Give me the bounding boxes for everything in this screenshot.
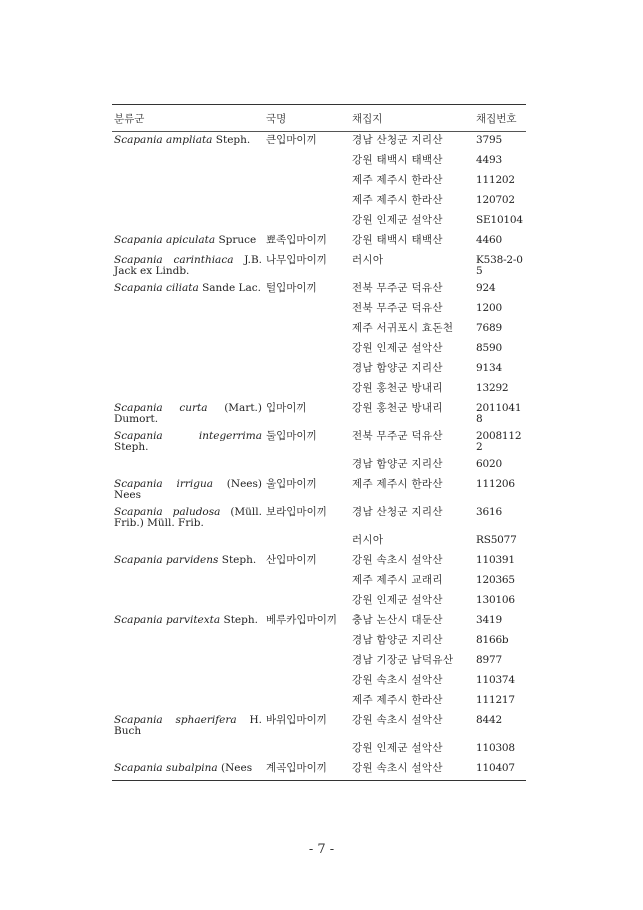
author-citation: (Nees) Nees <box>114 478 262 501</box>
scientific-name: Scapania ampliata <box>114 134 213 146</box>
specimen-number-cell: 110374 <box>476 674 515 686</box>
author-citation: Steph. <box>212 134 251 146</box>
taxon-cell <box>112 692 264 712</box>
korean-name-cell: 큰입마이끼 <box>266 134 317 146</box>
specimen-number-cell: 130106 <box>476 594 515 606</box>
table-row <box>112 672 526 692</box>
locality-cell: 전북 무주군 덕유산 <box>352 430 443 442</box>
header-korean-name: 국명 <box>266 112 287 125</box>
korean-name-cell: 계곡입마이끼 <box>266 762 327 774</box>
locality-cell: 강원 인제군 설악산 <box>352 342 443 354</box>
korean-name-cell <box>264 212 350 232</box>
taxon-cell <box>112 232 264 252</box>
table-row <box>112 456 526 476</box>
table-row <box>112 428 526 456</box>
header-locality: 채집지 <box>352 112 383 125</box>
locality-cell: 제주 제주시 한라산 <box>352 478 443 490</box>
author-citation: (Nees <box>217 762 253 774</box>
specimen-number-cell: 13292 <box>476 382 509 394</box>
locality-cell: 제주 제주시 한라산 <box>352 194 443 206</box>
specimen-number-cell: K538-2-05 <box>476 254 523 277</box>
locality-cell: 강원 속초시 설악산 <box>352 714 443 726</box>
korean-name-cell: 입마이끼 <box>266 402 307 414</box>
locality-cell: 강원 인제군 설악산 <box>352 594 443 606</box>
korean-name-cell <box>264 380 350 400</box>
specimen-number-cell: 120365 <box>476 574 515 586</box>
taxon-cell <box>112 504 264 532</box>
table-row <box>112 652 526 672</box>
taxon-cell <box>112 476 264 504</box>
korean-name-cell: 털입마이끼 <box>266 282 317 294</box>
specimen-number-cell: 20081122 <box>476 430 522 453</box>
taxon-cell <box>112 760 264 781</box>
scientific-name: Scapania carinthiaca <box>114 254 234 266</box>
korean-name-cell <box>264 632 350 652</box>
table-row <box>112 400 526 428</box>
taxon-cell <box>112 252 264 280</box>
specimen-number-cell: 110308 <box>476 742 515 754</box>
locality-cell: 러시아 <box>352 534 384 546</box>
table-row <box>112 504 526 532</box>
taxon-cell <box>112 300 264 320</box>
locality-cell: 경남 함양군 지리산 <box>352 458 443 470</box>
specimen-number-cell: SE10104 <box>476 214 523 226</box>
table-row <box>112 380 526 400</box>
table-row <box>112 212 526 232</box>
scientific-name: Scapania apiculata <box>114 234 216 246</box>
scientific-name: Scapania curta <box>114 402 208 414</box>
locality-cell: 충남 논산시 대둔산 <box>352 614 443 626</box>
table-row <box>112 152 526 172</box>
table-row <box>112 132 526 153</box>
korean-name-cell <box>264 672 350 692</box>
taxon-cell <box>112 380 264 400</box>
specimen-number-cell: 110391 <box>476 554 515 566</box>
taxon-cell <box>112 400 264 428</box>
table-row <box>112 252 526 280</box>
locality-cell: 강원 인제군 설악산 <box>352 742 443 754</box>
taxon-cell <box>112 552 264 572</box>
specimen-number-cell: 120702 <box>476 194 515 206</box>
locality-cell: 강원 홍천군 방내리 <box>352 402 443 414</box>
locality-cell: 강원 속초시 설악산 <box>352 762 443 774</box>
taxon-cell <box>112 132 264 153</box>
taxon-cell <box>112 712 264 740</box>
korean-name-cell <box>264 340 350 360</box>
specimen-number-cell: 4493 <box>476 154 502 166</box>
table-row <box>112 280 526 300</box>
author-citation: (Müll. Frib.) Müll. Frib. <box>114 506 262 529</box>
table-row <box>112 532 526 552</box>
locality-cell: 강원 인제군 설악산 <box>352 214 443 226</box>
specimen-number-cell: 8977 <box>476 654 502 666</box>
author-citation: (Mart.) Dumort. <box>114 402 262 425</box>
author-citation: H. Buch <box>114 714 262 737</box>
korean-name-cell <box>264 152 350 172</box>
table-row <box>112 592 526 612</box>
table-row <box>112 760 526 781</box>
specimen-number-cell: 9134 <box>476 362 502 374</box>
taxon-cell <box>112 360 264 380</box>
locality-cell: 경남 함양군 지리산 <box>352 362 443 374</box>
specimen-number-cell: 111206 <box>476 478 515 490</box>
locality-cell: 경남 산청군 지리산 <box>352 506 443 518</box>
korean-name-cell: 바위입마이끼 <box>266 714 327 726</box>
author-citation: J.B. Jack ex Lindb. <box>114 254 262 277</box>
specimen-number-cell: 110407 <box>476 762 515 774</box>
author-citation: Steph. <box>220 614 258 626</box>
specimen-number-cell: 6020 <box>476 458 502 470</box>
locality-cell: 경남 산청군 지리산 <box>352 134 443 146</box>
locality-cell: 제주 서귀포시 효돈천 <box>352 322 454 334</box>
locality-cell: 경남 함양군 지리산 <box>352 634 443 646</box>
taxon-cell <box>112 192 264 212</box>
specimen-number-cell: 4460 <box>476 234 502 246</box>
korean-name-cell <box>264 652 350 672</box>
specimen-number-cell: 20110418 <box>476 402 522 425</box>
table-row <box>112 360 526 380</box>
korean-name-cell <box>264 572 350 592</box>
specimen-number-cell: 3419 <box>476 614 502 626</box>
table-row <box>112 172 526 192</box>
scientific-name: Scapania paludosa <box>114 506 221 518</box>
locality-cell: 제주 제주시 한라산 <box>352 174 443 186</box>
locality-cell: 러시아 <box>352 254 384 266</box>
korean-name-cell: 울입마이끼 <box>266 478 317 490</box>
taxon-cell <box>112 652 264 672</box>
table-row <box>112 232 526 252</box>
taxon-cell <box>112 632 264 652</box>
specimen-number-cell: RS5077 <box>476 534 517 546</box>
scientific-name: Scapania integerrima <box>114 430 262 442</box>
locality-cell: 강원 태백시 태백산 <box>352 234 443 246</box>
author-citation: Spruce <box>215 234 257 246</box>
table-row <box>112 552 526 572</box>
taxon-cell <box>112 592 264 612</box>
table-row <box>112 612 526 632</box>
korean-name-cell: 둘입마이끼 <box>266 430 317 442</box>
locality-cell: 전북 무주군 덕유산 <box>352 302 443 314</box>
scientific-name: Scapania irrigua <box>114 478 213 490</box>
korean-name-cell <box>264 532 350 552</box>
taxon-cell <box>112 612 264 632</box>
locality-cell: 제주 제주시 교래리 <box>352 574 443 586</box>
table-row <box>112 340 526 360</box>
taxon-cell <box>112 456 264 476</box>
table-row <box>112 572 526 592</box>
specimen-number-cell: 8166b <box>476 634 509 646</box>
scientific-name: Scapania subalpina <box>114 762 218 774</box>
scientific-name: Scapania parvitexta <box>114 614 221 626</box>
specimen-number-cell: 8442 <box>476 714 502 726</box>
table-row <box>112 632 526 652</box>
header-specimen-number: 채집번호 <box>476 112 517 125</box>
table-row <box>112 740 526 760</box>
korean-name-cell: 뾰족입마이끼 <box>266 234 327 246</box>
author-citation: Steph. <box>114 441 149 453</box>
table-row <box>112 320 526 340</box>
korean-name-cell <box>264 456 350 476</box>
taxon-cell <box>112 320 264 340</box>
korean-name-cell <box>264 300 350 320</box>
scientific-name: Scapania sphaerifera <box>114 714 237 726</box>
korean-name-cell <box>264 740 350 760</box>
scientific-name: Scapania ciliata <box>114 282 199 294</box>
table-row <box>112 300 526 320</box>
korean-name-cell: 베루카입마이끼 <box>266 614 338 626</box>
locality-cell: 전북 무주군 덕유산 <box>352 282 443 294</box>
korean-name-cell: 나무입마이끼 <box>266 254 327 266</box>
locality-cell: 제주 제주시 한라산 <box>352 694 443 706</box>
table-body <box>112 132 526 781</box>
specimen-number-cell: 924 <box>476 282 496 294</box>
korean-name-cell <box>264 172 350 192</box>
specimen-number-cell: 7689 <box>476 322 502 334</box>
table-row <box>112 476 526 504</box>
taxon-cell <box>112 340 264 360</box>
taxon-cell <box>112 572 264 592</box>
korean-name-cell <box>264 592 350 612</box>
locality-cell: 강원 속초시 설악산 <box>352 674 443 686</box>
taxon-cell <box>112 532 264 552</box>
taxon-cell <box>112 152 264 172</box>
locality-cell: 강원 홍천군 방내리 <box>352 382 443 394</box>
specimen-number-cell: 111202 <box>476 174 515 186</box>
taxon-cell <box>112 280 264 300</box>
author-citation: Sande Lac. <box>198 282 262 294</box>
specimen-number-cell: 111217 <box>476 694 515 706</box>
table-header-row <box>112 105 526 132</box>
scientific-name: Scapania parvidens <box>114 554 219 566</box>
taxon-cell <box>112 172 264 192</box>
specimen-number-cell: 1200 <box>476 302 502 314</box>
taxon-cell <box>112 672 264 692</box>
specimen-number-cell: 8590 <box>476 342 502 354</box>
korean-name-cell: 산입마이끼 <box>266 554 317 566</box>
table-row <box>112 712 526 740</box>
korean-name-cell <box>264 360 350 380</box>
locality-cell: 강원 태백시 태백산 <box>352 154 443 166</box>
korean-name-cell: 보라입마이끼 <box>266 506 327 518</box>
korean-name-cell <box>264 692 350 712</box>
korean-name-cell <box>264 320 350 340</box>
specimen-table <box>112 104 526 781</box>
taxon-cell <box>112 212 264 232</box>
page-number: - 7 - <box>308 842 335 857</box>
author-citation: Steph. <box>218 554 257 566</box>
header-taxon: 분류군 <box>114 112 145 125</box>
locality-cell: 경남 기장군 남덕유산 <box>352 654 454 666</box>
taxon-cell <box>112 428 264 456</box>
specimen-table-container <box>112 104 526 781</box>
specimen-number-cell: 3616 <box>476 506 502 518</box>
specimen-number-cell: 3795 <box>476 134 502 146</box>
table-row <box>112 692 526 712</box>
korean-name-cell <box>264 192 350 212</box>
table-row <box>112 192 526 212</box>
taxon-cell <box>112 740 264 760</box>
locality-cell: 강원 속초시 설악산 <box>352 554 443 566</box>
